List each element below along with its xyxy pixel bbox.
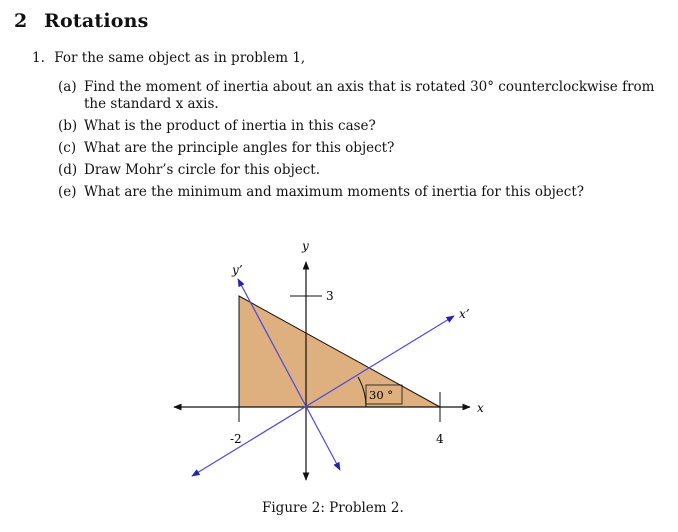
problem-intro-text: For the same object as in problem 1,: [54, 50, 306, 66]
section-title: Rotations: [44, 10, 149, 32]
x-prime-label: x’: [459, 307, 470, 321]
tick-x-neg-label: -2: [230, 432, 242, 446]
part-text: What are the principle angles for this object?: [84, 140, 395, 156]
part-text: Find the moment of inertia about an axis that is rotated 30° counterclockwise from the standard x axis.: [84, 79, 655, 112]
tick-y-label: 3: [326, 289, 334, 303]
y-prime-label: y’: [232, 263, 243, 277]
part-label: (e): [58, 184, 77, 200]
tick-x-pos-label: 4: [436, 432, 444, 446]
shaded-triangle: [239, 296, 440, 407]
part-label: (b): [58, 118, 78, 134]
y-axis-label: y: [302, 239, 309, 253]
part-text: What are the minimum and maximum moments of inertia for this object?: [84, 184, 584, 200]
x-axis-label: x: [477, 401, 484, 415]
part-label: (d): [58, 162, 78, 178]
figure-caption: Figure 2: Problem 2.: [262, 500, 404, 516]
part-label: (c): [58, 140, 77, 156]
part-text: Draw Mohr’s circle for this object.: [84, 162, 321, 178]
part-label: (a): [58, 79, 77, 95]
angle-label: 30 °: [369, 388, 394, 402]
section-number: 2: [14, 10, 28, 32]
part-text: What is the product of inertia in this case?: [84, 118, 376, 134]
problem-number: 1.: [32, 50, 45, 66]
